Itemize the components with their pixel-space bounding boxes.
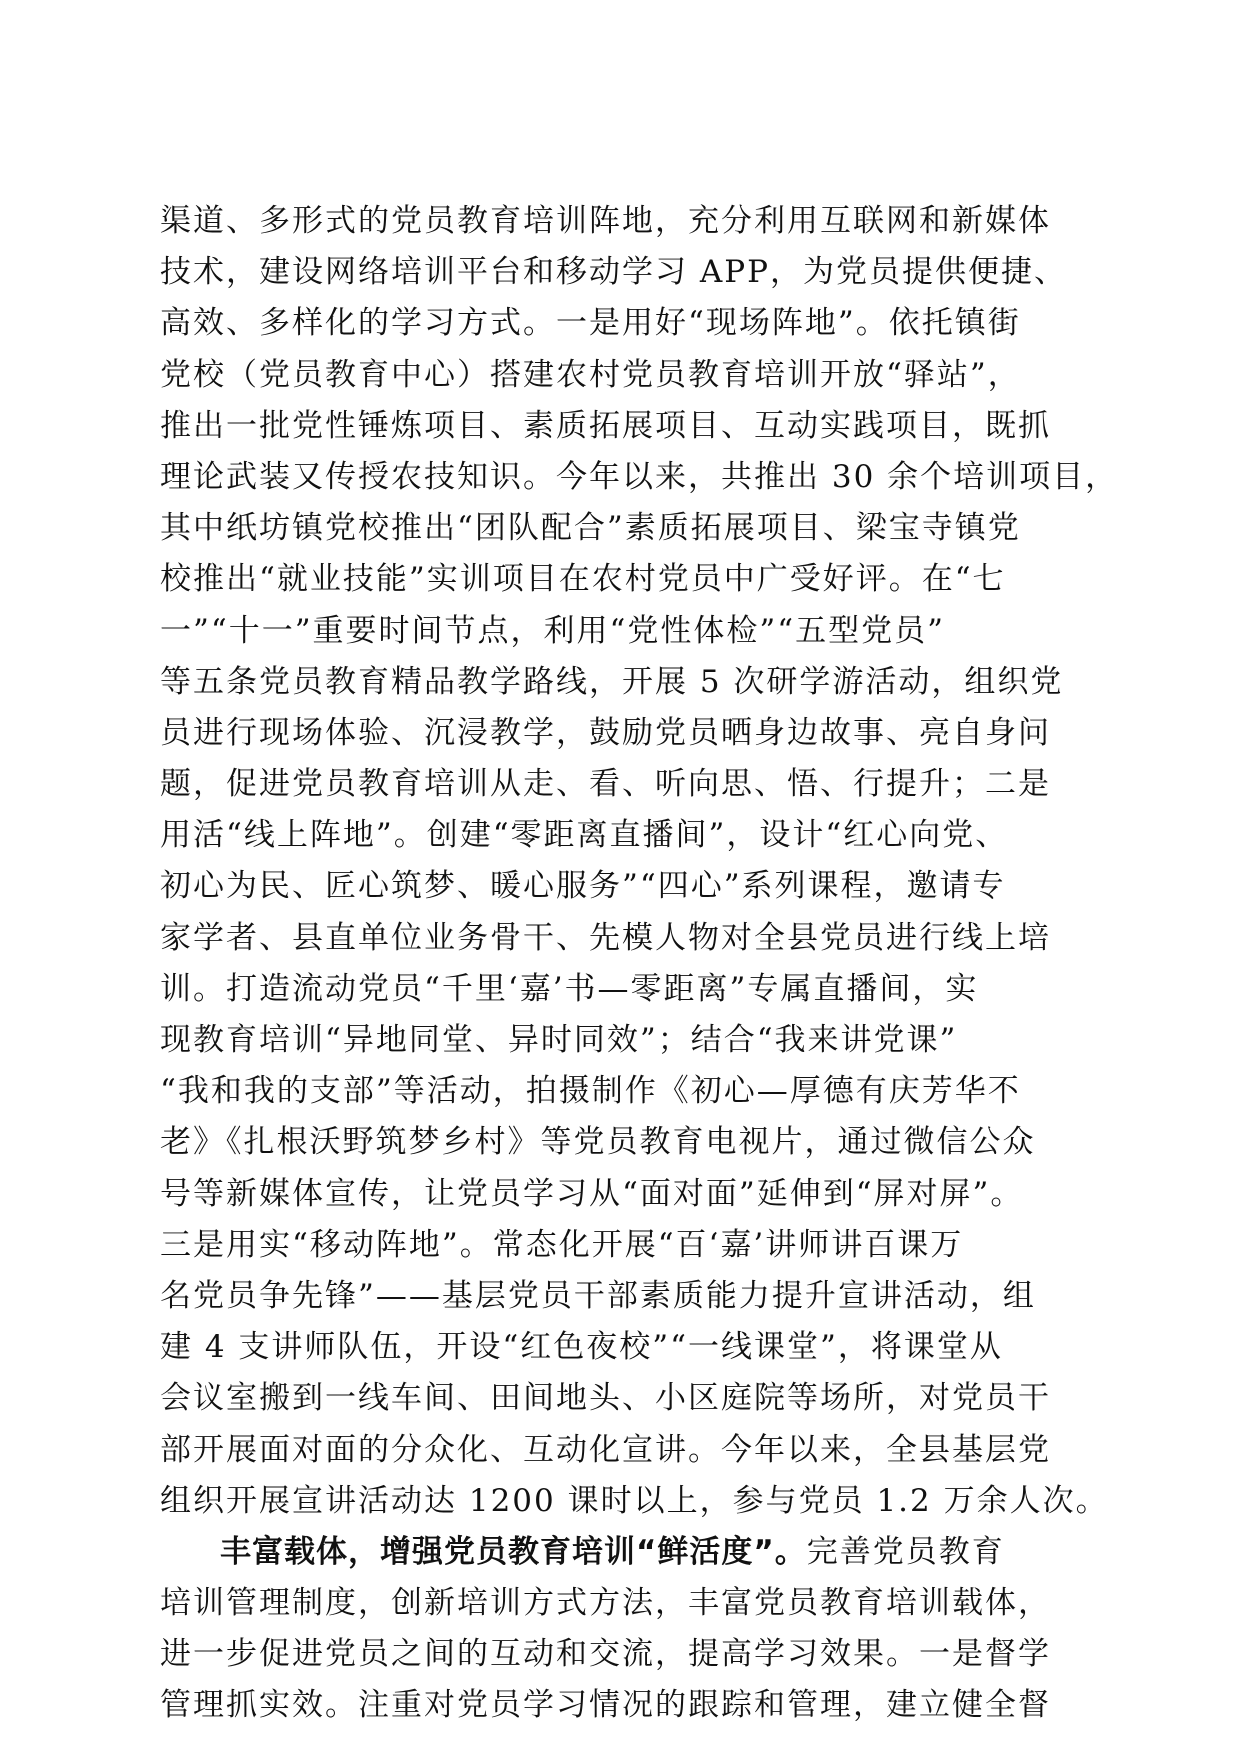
text-line: 技术，建设网络培训平台和移动学习 APP，为党员提供便捷、 — [160, 254, 1067, 291]
text-line: 等五条党员教育精品教学路线，开展 5 次研学游活动，组织党 — [160, 663, 1064, 700]
text-line: 号等新媒体宣传，让党员学习从“面对面”延伸到“屏对屏”。 — [160, 1175, 1024, 1212]
text-line: 名党员争先锋”——基层党员干部素质能力提升宣讲活动，组 — [160, 1277, 1036, 1314]
text-line: 一”“十一”重要时间节点，利用“党性体检”“五型党员” — [160, 612, 945, 649]
text-line: “我和我的支部”等活动，拍摄制作《初心—厚德有庆芳华不 — [160, 1073, 1021, 1110]
text-line: 三是用实“移动阵地”。常态化开展“百‘嘉’讲师讲百课万 — [160, 1226, 964, 1263]
text-line: 建 4 支讲师队伍，开设“红色夜校”“一线课堂”，将课堂从 — [160, 1329, 1003, 1366]
text-line: 其中纸坊镇党校推出“团队配合”素质拓展项目、梁宝寺镇党 — [160, 510, 1021, 547]
text-line: 推出一批党性锤炼项目、素质拓展项目、互动实践项目，既抓 — [160, 407, 1051, 444]
text-line: 管理抓实效。注重对党员学习情况的跟踪和管理，建立健全督 — [160, 1687, 1051, 1724]
text-line: 用活“线上阵地”。创建“零距离直播间”，设计“红心向党、 — [160, 817, 1009, 854]
text-line: 题，促进党员教育培训从走、看、听向思、悟、行提升；二是 — [160, 766, 1051, 803]
text-line: 现教育培训“异地同堂、异时同效”；结合“我来讲党课” — [160, 1022, 958, 1058]
text-line: 理论武装又传授农技知识。今年以来，共推出 30 余个培训项目， — [160, 458, 1119, 495]
body-text — [160, 196, 1119, 1732]
text-line: 高效、多样化的学习方式。一是用好“现场阵地”。依托镇街 — [160, 305, 1021, 342]
text-line: 培训管理制度，创新培训方式方法，丰富党员教育培训载体， — [160, 1585, 1051, 1622]
text-line: 校推出“就业技能”实训项目在农村党员中广受好评。在“七 — [160, 561, 1006, 598]
text-line: 党校（党员教育中心）搭建农村党员教育培训开放“驿站”， — [160, 356, 1021, 393]
text-line: 进一步促进党员之间的互动和交流，提高学习效果。一是督学 — [160, 1636, 1051, 1673]
text-line: 老》《扎根沃野筑梦乡村》等党员教育电视片，通过微信公众 — [160, 1124, 1036, 1161]
text-line: 训。打造流动党员“千里‘嘉’书—零距离”专属直播间，实 — [160, 970, 979, 1007]
text-line: 初心为民、匠心筑梦、暖心服务”“四心”系列课程，邀请专 — [160, 868, 1006, 905]
text-line: 渠道、多形式的党员教育培训阵地，充分利用互联网和新媒体 — [160, 203, 1051, 239]
text-line: 组织开展宣讲活动达 1200 课时以上，参与党员 1.2 万余人次。 — [160, 1482, 1109, 1519]
paragraph-first-line-text: 完善党员教育 — [806, 1533, 1005, 1570]
text-line: 会议室搬到一线车间、田间地头、小区庭院等场所，对党员干 — [160, 1380, 1051, 1417]
text-line: 员进行现场体验、沉浸教学，鼓励党员晒身边故事、亮自身问 — [160, 714, 1051, 751]
paragraph-first-line — [160, 1527, 1078, 1578]
text-line: 部开展面对面的分众化、互动化宣讲。今年以来，全县基层党 — [160, 1431, 1051, 1468]
text-line: 家学者、县直单位业务骨干、先模人物对全县党员进行线上培 — [160, 919, 1051, 956]
paragraph-heading: 丰富载体，增强党员教育培训“鲜活度”。 — [220, 1533, 807, 1570]
